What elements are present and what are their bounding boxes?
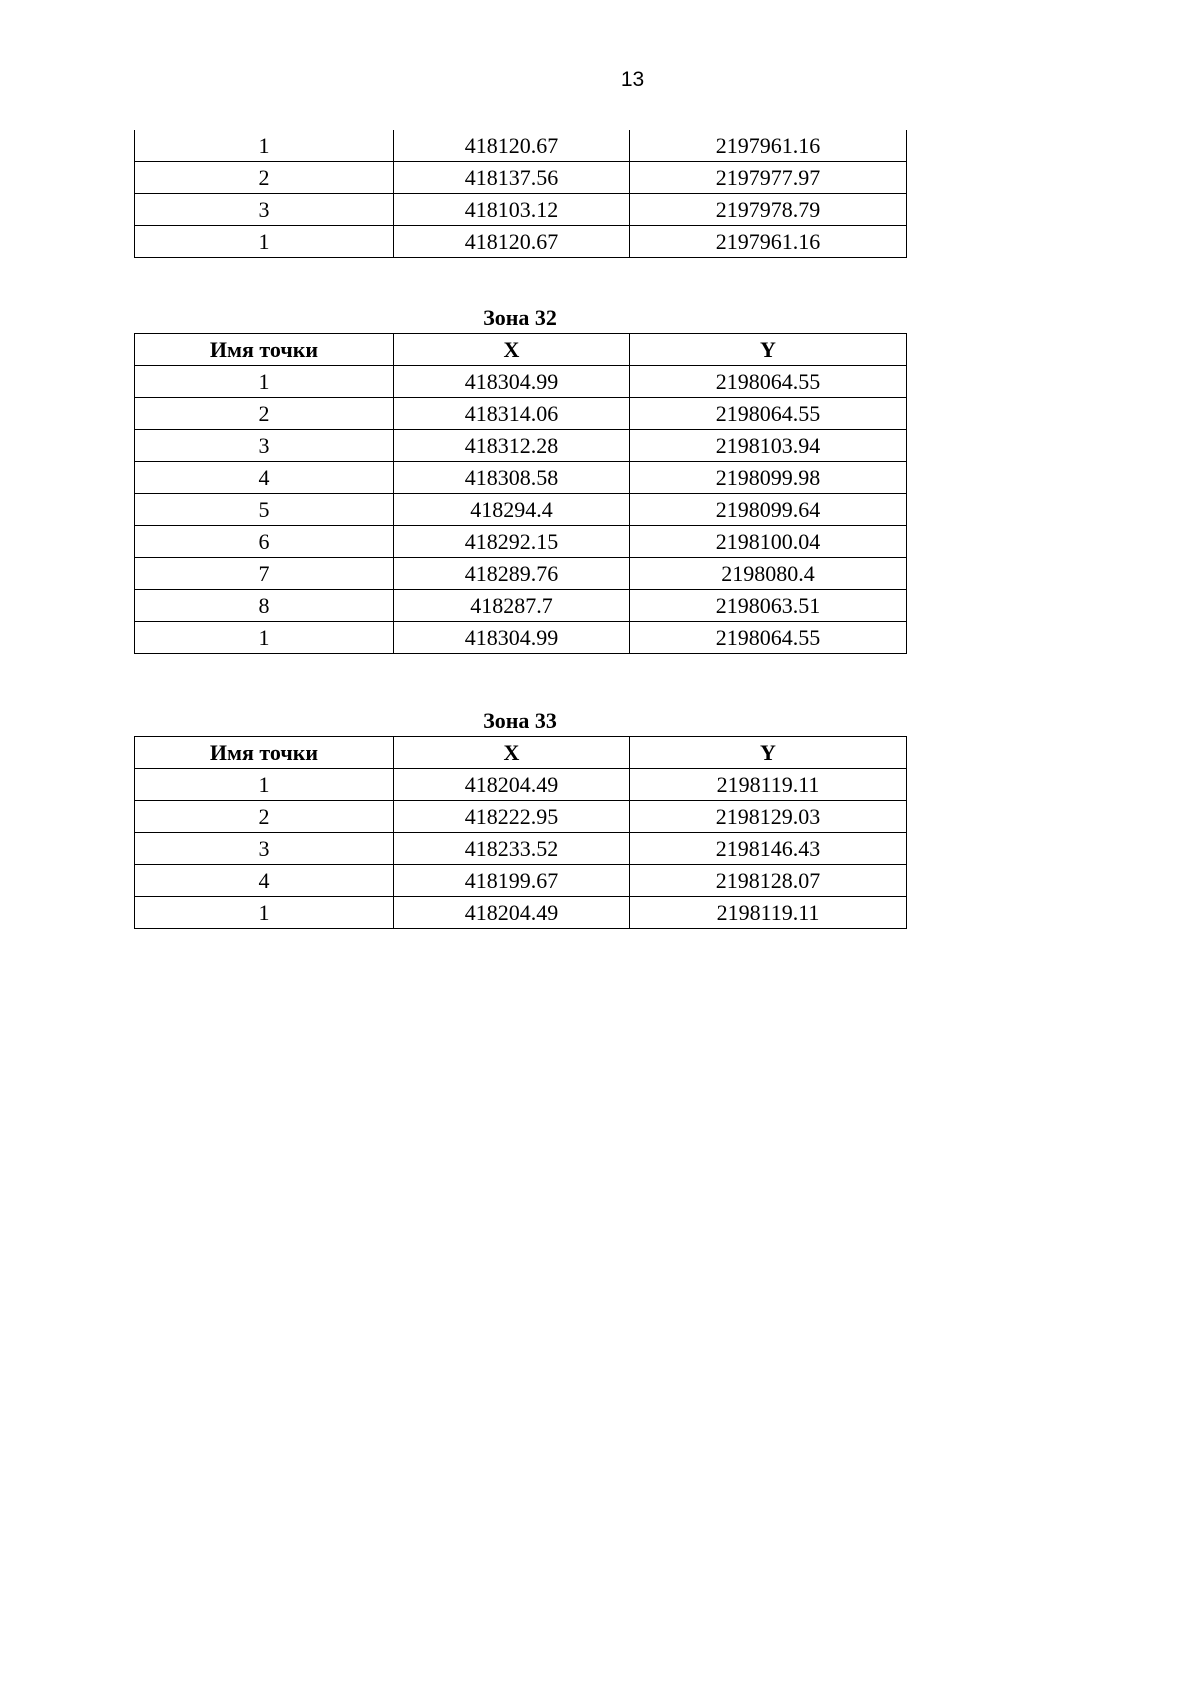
x-cell: 418304.99 <box>394 366 630 398</box>
point-name-cell: 3 <box>135 833 394 865</box>
table-header-row <box>135 737 907 769</box>
table-row <box>135 494 907 526</box>
table-row <box>135 226 907 258</box>
zone-33-block <box>134 706 906 929</box>
page-number: 13 <box>620 68 645 91</box>
continued-table-block <box>134 130 906 258</box>
table-row <box>135 769 907 801</box>
point-name-cell: 7 <box>135 558 394 590</box>
x-cell: 418204.49 <box>394 769 630 801</box>
y-cell: 2198080.4 <box>630 558 907 590</box>
y-cell: 2197977.97 <box>630 162 907 194</box>
y-cell: 2197961.16 <box>630 226 907 258</box>
x-cell: 418304.99 <box>394 622 630 654</box>
table-row <box>135 162 907 194</box>
x-cell: 418222.95 <box>394 801 630 833</box>
table-row <box>135 130 907 162</box>
table-row <box>135 558 907 590</box>
x-cell: 418120.67 <box>394 130 630 162</box>
point-name-cell: 1 <box>135 769 394 801</box>
x-cell: 418199.67 <box>394 865 630 897</box>
column-header-x: X <box>394 334 630 366</box>
table-row <box>135 366 907 398</box>
table-row <box>135 897 907 929</box>
x-cell: 418289.76 <box>394 558 630 590</box>
y-cell: 2198128.07 <box>630 865 907 897</box>
table-row <box>135 430 907 462</box>
table-row <box>135 194 907 226</box>
column-header-point-name: Имя точки <box>135 737 394 769</box>
y-cell: 2198146.43 <box>630 833 907 865</box>
point-name-cell: 6 <box>135 526 394 558</box>
point-name-cell: 1 <box>135 130 394 162</box>
table-row <box>135 865 907 897</box>
y-cell: 2198064.55 <box>630 366 907 398</box>
point-name-cell: 1 <box>135 366 394 398</box>
point-name-cell: 3 <box>135 194 394 226</box>
table-row <box>135 398 907 430</box>
zone-33-coordinates-table <box>134 736 907 929</box>
point-name-cell: 3 <box>135 430 394 462</box>
column-header-y: Y <box>630 737 907 769</box>
column-header-x: X <box>394 737 630 769</box>
point-name-cell: 1 <box>135 226 394 258</box>
y-cell: 2198119.11 <box>630 897 907 929</box>
point-name-cell: 4 <box>135 865 394 897</box>
point-name-cell: 5 <box>135 494 394 526</box>
column-header-point-name: Имя точки <box>135 334 394 366</box>
zone-title: Зона 33 <box>483 708 557 733</box>
y-cell: 2197961.16 <box>630 130 907 162</box>
y-cell: 2198064.55 <box>630 398 907 430</box>
y-cell: 2198064.55 <box>630 622 907 654</box>
table-row <box>135 590 907 622</box>
column-header-y: Y <box>630 334 907 366</box>
table-row <box>135 622 907 654</box>
y-cell: 2198129.03 <box>630 801 907 833</box>
y-cell: 2198103.94 <box>630 430 907 462</box>
y-cell: 2197978.79 <box>630 194 907 226</box>
x-cell: 418287.7 <box>394 590 630 622</box>
x-cell: 418294.4 <box>394 494 630 526</box>
x-cell: 418308.58 <box>394 462 630 494</box>
point-name-cell: 1 <box>135 897 394 929</box>
point-name-cell: 8 <box>135 590 394 622</box>
point-name-cell: 2 <box>135 801 394 833</box>
table-row <box>135 801 907 833</box>
zone-32-coordinates-table <box>134 333 907 654</box>
x-cell: 418103.12 <box>394 194 630 226</box>
point-name-cell: 1 <box>135 622 394 654</box>
x-cell: 418292.15 <box>394 526 630 558</box>
y-cell: 2198063.51 <box>630 590 907 622</box>
table-header-row <box>135 334 907 366</box>
x-cell: 418120.67 <box>394 226 630 258</box>
x-cell: 418312.28 <box>394 430 630 462</box>
continued-coordinates-table <box>134 130 907 258</box>
zone-title: Зона 32 <box>483 305 557 330</box>
point-name-cell: 2 <box>135 162 394 194</box>
table-row <box>135 462 907 494</box>
table-row <box>135 526 907 558</box>
x-cell: 418204.49 <box>394 897 630 929</box>
x-cell: 418137.56 <box>394 162 630 194</box>
zone-32-block <box>134 303 906 654</box>
y-cell: 2198099.64 <box>630 494 907 526</box>
x-cell: 418233.52 <box>394 833 630 865</box>
table-row <box>135 833 907 865</box>
point-name-cell: 2 <box>135 398 394 430</box>
x-cell: 418314.06 <box>394 398 630 430</box>
point-name-cell: 4 <box>135 462 394 494</box>
y-cell: 2198119.11 <box>630 769 907 801</box>
y-cell: 2198099.98 <box>630 462 907 494</box>
y-cell: 2198100.04 <box>630 526 907 558</box>
